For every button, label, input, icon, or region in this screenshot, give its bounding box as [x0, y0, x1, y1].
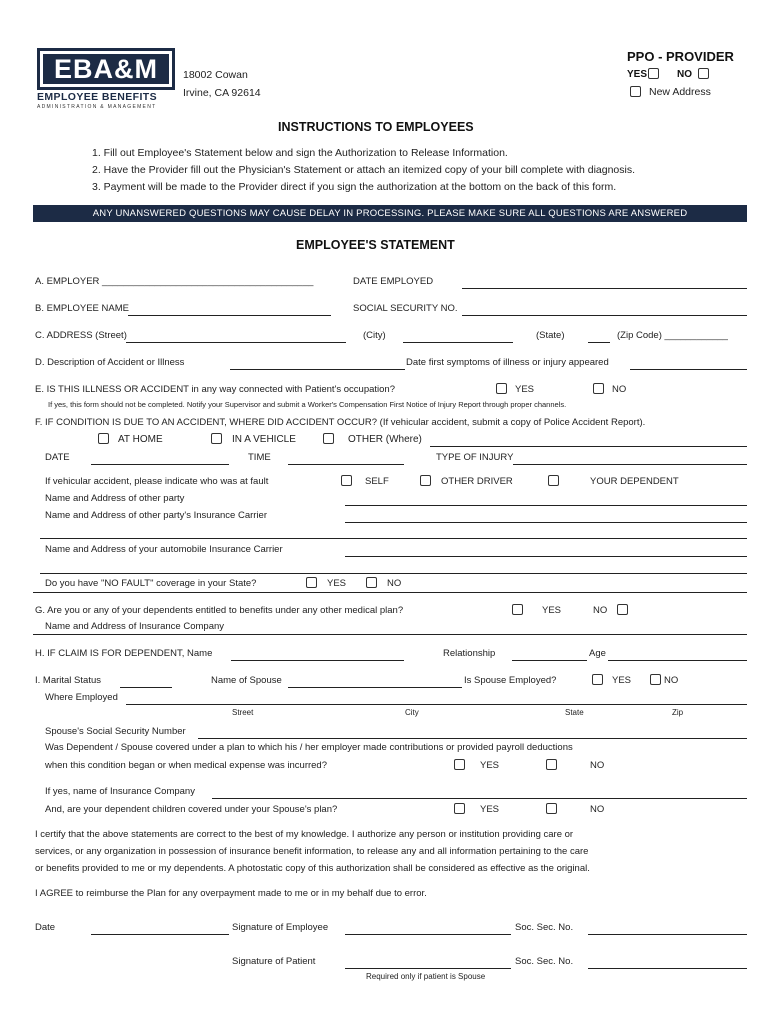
section-divider [33, 592, 747, 593]
children-yes-checkbox[interactable] [454, 803, 465, 814]
accident-desc-field[interactable] [230, 369, 405, 370]
injury-type-label: TYPE OF INJURY [436, 452, 514, 463]
accident-where-question: F. IF CONDITION IS DUE TO AN ACCIDENT, WHERE DID ACCIDENT OCCUR? (If vehicular accident, submit a copy of Police Accident Report). [35, 417, 646, 428]
other-insurance-field-2[interactable] [40, 538, 747, 539]
relationship-field[interactable] [512, 660, 587, 661]
certify-text: services, or any organization in possession of insurance benefit information, to release any and all information pertaining to the care [35, 846, 589, 857]
at-home-checkbox[interactable] [98, 433, 109, 444]
spouse-name-field[interactable] [288, 687, 462, 688]
occupation-yes-checkbox[interactable] [496, 383, 507, 394]
occupation-no-label: NO [612, 384, 627, 395]
coverage-no-checkbox[interactable] [546, 759, 557, 770]
other-where-checkbox[interactable] [323, 433, 334, 444]
plan-no-checkbox[interactable] [698, 68, 709, 79]
new-address-checkbox[interactable] [630, 86, 641, 97]
state-caption: State [565, 708, 584, 717]
date-employed-label: DATE EMPLOYED [353, 276, 434, 287]
agree-text: I AGREE to reimburse the Plan for any overpayment made to me or in my behalf due to error. [35, 888, 427, 899]
time-label: TIME [248, 452, 271, 463]
where-employed-label: Where Employed [45, 692, 118, 703]
ssn-label: SOCIAL SECURITY NO. [353, 303, 458, 314]
spouse-employed-no-label: NO [664, 675, 679, 686]
insurance-company-label: Name and Address of Insurance Company [45, 621, 225, 632]
employee-signature-label: Signature of Employee [232, 922, 329, 933]
no-fault-yes-label: YES [327, 578, 347, 589]
children-covered-question: And, are your dependent children covered under your Spouse's plan? [45, 804, 338, 815]
marital-status-label: I. Marital Status [35, 675, 101, 686]
logo-tagline: ADMINISTRATION & MANAGEMENT [37, 104, 157, 110]
patient-signature-label: Signature of Patient [232, 956, 316, 967]
coverage-question-1: Was Dependent / Spouse covered under a plan to which his / her employer made contributions or provided payroll deductions [45, 742, 573, 753]
instructions-title: INSTRUCTIONS TO EMPLOYEES [278, 120, 474, 134]
state-field[interactable] [588, 342, 610, 343]
new-address-label: New Address [649, 86, 711, 98]
coverage-yes-label: YES [480, 760, 500, 771]
statement-title: EMPLOYEE'S STATEMENT [296, 238, 455, 252]
plan-title: PPO - PROVIDER [627, 49, 734, 64]
ins-company-name-label: If yes, name of Insurance Company [45, 786, 195, 797]
soc-sec-label: Soc. Sec. No. [515, 922, 574, 933]
street-caption: Street [232, 708, 254, 717]
in-vehicle-checkbox[interactable] [211, 433, 222, 444]
accident-desc-label: D. Description of Accident or Illness [35, 357, 185, 368]
other-plan-no-label: NO [593, 605, 608, 616]
address-city: Irvine, CA 92614 [183, 87, 261, 99]
other-where-field[interactable] [430, 446, 747, 447]
auto-insurance-field[interactable] [345, 556, 747, 557]
age-label: Age [589, 648, 606, 659]
spouse-note: Required only if patient is Spouse [366, 972, 486, 981]
fault-label: If vehicular accident, please indicate who was at fault [45, 476, 269, 487]
employer-label: A. EMPLOYER ________________________________________ [35, 276, 314, 287]
fault-dependent-checkbox[interactable] [548, 475, 559, 486]
patient-signature-field[interactable] [345, 968, 511, 969]
soc-sec-field-2[interactable] [588, 968, 747, 969]
other-insurance-field[interactable] [345, 522, 747, 523]
logo-subtitle: EMPLOYEE BENEFITS [37, 91, 157, 103]
insurance-company-field[interactable] [33, 634, 747, 635]
certify-text: or benefits provided to me or my dependents. A photostatic copy of this authorization shall be considered as effective as the original. [35, 863, 590, 874]
other-where-label: OTHER (Where) [348, 434, 422, 445]
address-label: C. ADDRESS (Street) [35, 330, 127, 341]
no-fault-no-label: NO [387, 578, 402, 589]
other-plan-yes-label: YES [542, 605, 562, 616]
children-no-label: NO [590, 804, 605, 815]
sign-date-label: Date [35, 922, 56, 933]
address-street: 18002 Cowan [183, 69, 248, 81]
employee-name-label: B. EMPLOYEE NAME [35, 303, 129, 314]
children-no-checkbox[interactable] [546, 803, 557, 814]
other-plan-yes-checkbox[interactable] [512, 604, 523, 615]
zip-caption: Zip [672, 708, 684, 717]
fault-other-driver-label: OTHER DRIVER [441, 476, 513, 487]
other-party-field[interactable] [345, 505, 747, 506]
age-field[interactable] [608, 660, 747, 661]
city-label: (City) [363, 330, 386, 341]
ssn-field[interactable] [462, 315, 747, 316]
employee-signature-field[interactable] [345, 934, 511, 935]
dependent-name-field[interactable] [231, 660, 404, 661]
company-logo [37, 48, 175, 90]
employee-name-field[interactable] [128, 315, 331, 316]
where-employed-field[interactable] [126, 704, 747, 705]
dependent-name-label: H. IF CLAIM IS FOR DEPENDENT, Name [35, 648, 213, 659]
coverage-yes-checkbox[interactable] [454, 759, 465, 770]
plan-yes-checkbox[interactable] [648, 68, 659, 79]
no-fault-no-checkbox[interactable] [366, 577, 377, 588]
spouse-name-label: Name of Spouse [211, 675, 282, 686]
date-employed-field[interactable] [462, 288, 747, 289]
first-symptoms-field[interactable] [630, 369, 747, 370]
spouse-employed-yes-label: YES [612, 675, 632, 686]
accident-date-field[interactable] [91, 464, 229, 465]
instruction-item: 1. Fill out Employee's Statement below and sign the Authorization to Release Information. [92, 147, 508, 159]
fault-self-label: SELF [365, 476, 389, 487]
warning-banner: ANY UNANSWERED QUESTIONS MAY CAUSE DELAY IN PROCESSING. PLEASE MAKE SURE ALL QUESTIONS ARE ANSWERED [33, 205, 747, 222]
fault-other-driver-checkbox[interactable] [420, 475, 431, 486]
occupation-note: If yes, this form should not be completed. Notify your Supervisor and submit a Worker's Compensation First Notice of Injury Report through proper channels. [48, 400, 567, 409]
in-vehicle-label: IN A VEHICLE [232, 434, 296, 445]
other-plan-no-checkbox[interactable] [617, 604, 628, 615]
street-field[interactable] [126, 342, 346, 343]
auto-insurance-field-2[interactable] [40, 573, 747, 574]
coverage-no-label: NO [590, 760, 605, 771]
injury-type-field[interactable] [513, 464, 747, 465]
ins-company-name-field[interactable] [212, 798, 747, 799]
city-field[interactable] [403, 342, 513, 343]
plan-yes-label: YES [627, 69, 648, 80]
accident-time-field[interactable] [288, 464, 404, 465]
state-label: (State) [536, 330, 565, 341]
certify-text: I certify that the above statements are correct to the best of my knowledge. I authorize any person or institution providing care or [35, 829, 574, 840]
spouse-employed-no-checkbox[interactable] [650, 674, 661, 685]
instruction-item: 2. Have the Provider fill out the Physician's Statement or attach an itemized copy of your bill complete with diagnosis. [92, 164, 636, 176]
spouse-employed-label: Is Spouse Employed? [464, 675, 557, 686]
children-yes-label: YES [480, 804, 500, 815]
coverage-question-2: when this condition began or when medical expense was incurred? [45, 760, 328, 771]
occupation-no-checkbox[interactable] [593, 383, 604, 394]
spouse-ssn-label: Spouse's Social Security Number [45, 726, 186, 737]
spouse-employed-yes-checkbox[interactable] [592, 674, 603, 685]
other-insurance-label: Name and Address of other party's Insurance Carrier [45, 510, 268, 521]
first-symptoms-label: Date first symptoms of illness or injury appeared [406, 357, 609, 368]
at-home-label: AT HOME [118, 434, 163, 445]
logo-text: EBA&M [43, 54, 169, 84]
no-fault-yes-checkbox[interactable] [306, 577, 317, 588]
sign-date-field[interactable] [91, 934, 229, 935]
marital-status-field[interactable] [120, 687, 172, 688]
fault-dependent-label: YOUR DEPENDENT [590, 476, 679, 487]
auto-insurance-label: Name and Address of your automobile Insurance Carrier [45, 544, 283, 555]
no-fault-question: Do you have "NO FAULT" coverage in your State? [45, 578, 257, 589]
occupation-question: E. IS THIS ILLNESS OR ACCIDENT in any way connected with Patient's occupation? [35, 384, 395, 395]
other-plan-question: G. Are you or any of your dependents entitled to benefits under any other medical plan? [35, 605, 404, 616]
date-label: DATE [45, 452, 70, 463]
plan-no-label: NO [677, 69, 692, 80]
soc-sec-label-2: Soc. Sec. No. [515, 956, 574, 967]
fault-self-checkbox[interactable] [341, 475, 352, 486]
other-party-label: Name and Address of other party [45, 493, 185, 504]
zip-label: (Zip Code) ____________ [617, 330, 728, 341]
city-caption: City [405, 708, 419, 717]
spouse-ssn-field[interactable] [198, 738, 747, 739]
instruction-item: 3. Payment will be made to the Provider direct if you sign the authorization at the bottom on the back of this form. [92, 181, 617, 193]
relationship-label: Relationship [443, 648, 496, 659]
soc-sec-field[interactable] [588, 934, 747, 935]
occupation-yes-label: YES [515, 384, 535, 395]
